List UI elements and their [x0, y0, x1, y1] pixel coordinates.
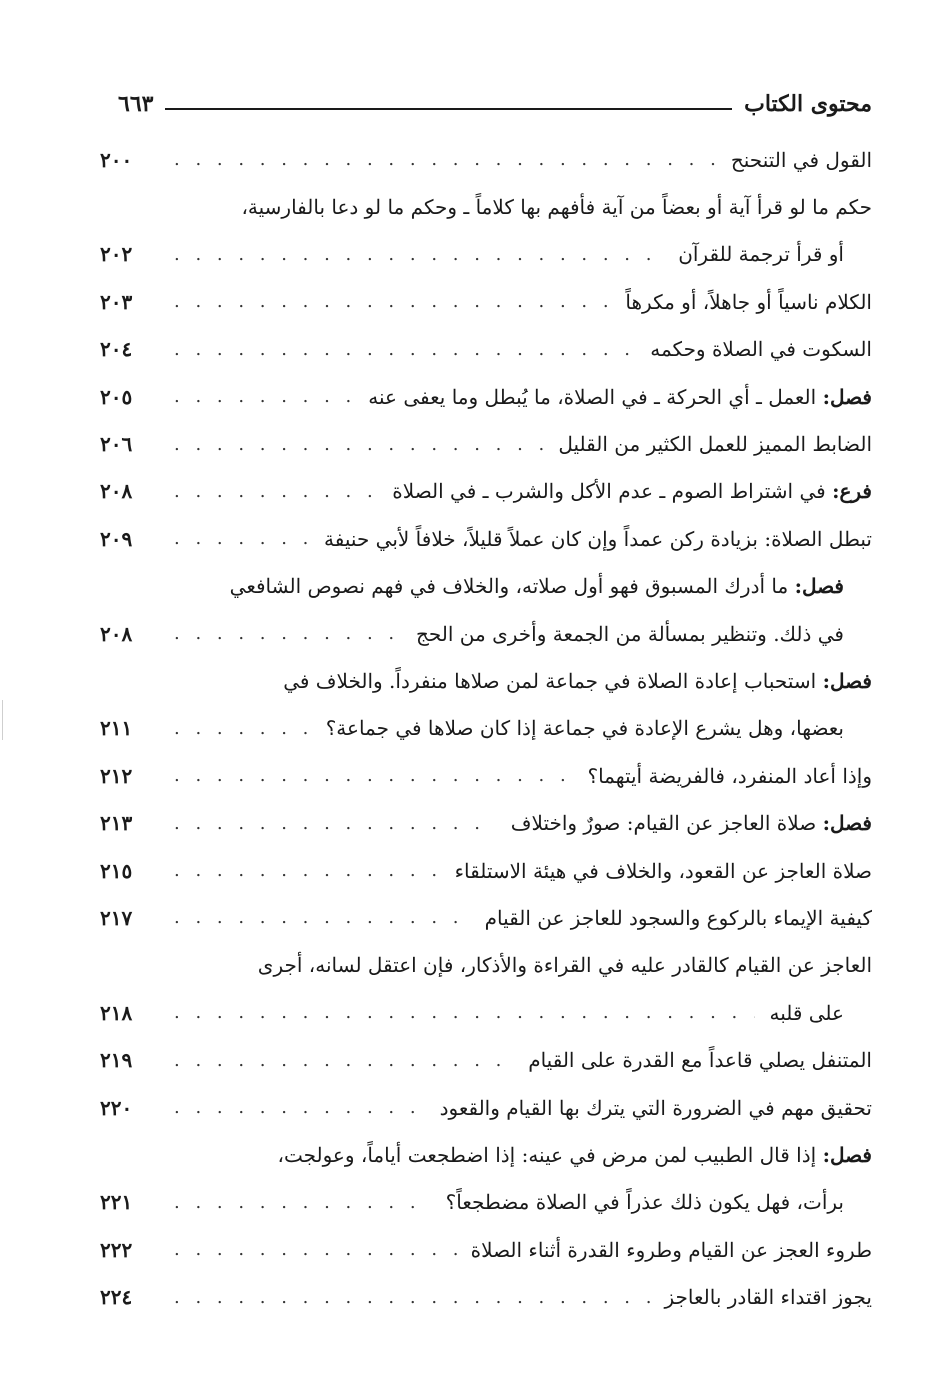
- toc-page-number: ٢١٧: [100, 905, 133, 930]
- toc-entry-text: [558, 432, 872, 456]
- toc-line: [100, 1084, 872, 1131]
- toc-entry-title: المتنفل يصلي قاعداً مع القدرة على القيام: [528, 1048, 872, 1073]
- toc-entry-title: وإذا أعاد المنفرد، فالفريضة أيتهما؟: [587, 763, 872, 788]
- dot-leader: [174, 291, 611, 312]
- toc-line: [100, 1273, 872, 1320]
- toc-entry-title: العمل ـ أي الحركة ـ في الصلاة، ما يُبطل وما يعفى عنه: [368, 384, 817, 409]
- toc-entry-title: صلاة العاجز عن القعود، والخلاف في هيئة الاستلقاء: [454, 858, 872, 883]
- toc-line: [100, 705, 872, 752]
- toc-entry-title: تبطل الصلاة: بزيادة ركن عمداً وإن كان عملاً قليلاً، خلافاً لأبي حنيفة: [324, 526, 872, 551]
- toc-entry-title: يجوز اقتداء القادر بالعاجز: [664, 1285, 872, 1310]
- toc-entry-title: استحباب إعادة الصلاة في جماعة لمن صلاها منفرداً. والخلاف في: [283, 668, 817, 693]
- dot-leader: [174, 1002, 755, 1023]
- toc-line: [100, 136, 872, 183]
- toc-entry-label: فصل:: [822, 811, 872, 836]
- toc-page-number: ٢٠٣: [100, 289, 133, 314]
- toc-page-number: ٢٠٦: [100, 432, 133, 457]
- toc-entry-title: طروء العجز عن القيام وطروء القدرة أثناء الصلاة: [470, 1237, 872, 1262]
- toc-entry-text: [277, 1143, 872, 1167]
- toc-entry-text: [258, 953, 872, 977]
- toc-entry-text: [769, 1001, 844, 1025]
- toc-line: [100, 278, 872, 325]
- toc-entry-title: إذا قال الطبيب لمن مرض في عينه: إذا اضطجعت أياماً، وعولجت،: [277, 1142, 817, 1167]
- toc-entry-text: [446, 1190, 844, 1214]
- toc-entry-text: [471, 1238, 872, 1262]
- toc-entry-label: فصل:: [822, 668, 872, 693]
- toc-entry-title: الكلام ناسياً أو جاهلاً، أو مكرهاً: [625, 289, 872, 314]
- toc-entry-text: [392, 479, 872, 503]
- toc-line: [100, 183, 872, 230]
- toc-page-number: ٢١١: [100, 716, 133, 741]
- toc-entry-title: تحقيق مهم في الضرورة التي يترك بها القيام والقعود: [439, 1095, 872, 1120]
- toc-entry-title: ما أدرك المسبوق فهو أول صلاته، والخلاف في فهم نصوص الشافعي: [229, 574, 789, 599]
- toc-page-number: ٢٠٤: [100, 337, 133, 362]
- toc-page-number: ٢١٥: [100, 858, 133, 883]
- toc-line: [100, 989, 872, 1036]
- dot-leader: [174, 244, 664, 265]
- toc-entry-title: بعضها، وهل يشرع الإعادة في جماعة إذا كان صلاها في جماعة؟: [325, 716, 844, 741]
- toc-line: [100, 1036, 872, 1083]
- toc-line: [100, 420, 872, 467]
- dot-leader: [174, 1050, 514, 1071]
- toc-line: [100, 373, 872, 420]
- toc-entry-title: حكم ما لو قرأ آية أو بعضاً من آية فأفهم بها كلاماً ـ وحكم ما لو دعا بالفارسية،: [241, 195, 872, 220]
- toc-page-number: ٢١٣: [100, 811, 133, 836]
- toc-entry-text: [650, 337, 872, 361]
- toc-line: [100, 847, 872, 894]
- toc-line: [100, 563, 872, 610]
- toc-entry-title: على قلبه: [769, 1000, 844, 1025]
- toc-entry-text: [440, 1096, 872, 1120]
- page-gutter-mark: [2, 700, 3, 740]
- toc-entry-text: [368, 385, 872, 409]
- dot-leader: [174, 907, 471, 928]
- toc-entry-label: فرع:: [832, 479, 872, 504]
- dot-leader: [174, 386, 354, 407]
- toc-line: [100, 468, 872, 515]
- toc-page-number: ٢٢٤: [100, 1285, 133, 1310]
- toc-entry-text: [326, 716, 844, 740]
- dot-leader: [174, 718, 312, 739]
- dot-leader: [174, 813, 497, 834]
- toc-entry-title: برأت، فهل يكون ذلك عذراً في الصلاة مضطجعاً؟: [445, 1190, 844, 1215]
- dot-leader: [174, 1287, 651, 1308]
- toc-page-number: ٢١٩: [100, 1048, 133, 1073]
- header-rule: [165, 108, 732, 110]
- toc-line: [100, 1179, 872, 1226]
- toc-entry-text: [230, 574, 844, 598]
- toc-entry-text: [416, 622, 844, 646]
- dot-leader: [174, 1097, 426, 1118]
- toc-entry-label: فصل:: [794, 574, 844, 599]
- toc-page-number: ٢٢٠: [100, 1095, 133, 1120]
- toc-page-number: ٢٠٥: [100, 384, 133, 409]
- dot-leader: [174, 1239, 457, 1260]
- toc-entry-text: [283, 669, 872, 693]
- toc-line: [100, 326, 872, 373]
- toc-page-number: ٢١٢: [100, 763, 133, 788]
- toc-entry-title: العاجز عن القيام كالقادر عليه في القراءة والأذكار، فإن اعتقل لسانه، أجرى: [257, 953, 872, 978]
- toc-page-number: ٢٠٩: [100, 526, 133, 551]
- toc-entry-title: صلاة العاجز عن القيام: صورٌ واختلاف: [510, 811, 817, 836]
- toc-line: [100, 752, 872, 799]
- toc-entry-text: [241, 195, 872, 219]
- toc-entry-label: فصل:: [822, 1142, 872, 1167]
- toc-entry-text: [678, 242, 844, 266]
- dot-leader: [174, 860, 441, 881]
- toc-entry-label: فصل:: [822, 384, 872, 409]
- toc-entry-title: في ذلك. وتنظير بمسألة من الجمعة وأخرى من الحج: [415, 621, 844, 646]
- toc-page-number: ٢٠٨: [100, 479, 133, 504]
- dot-leader: [174, 528, 310, 549]
- toc-line: [100, 515, 872, 562]
- toc-entry-text: [731, 148, 872, 172]
- toc-line: [100, 799, 872, 846]
- toc-entry-text: [485, 906, 872, 930]
- toc-line: [100, 231, 872, 278]
- toc-line: [100, 657, 872, 704]
- toc-entry-title: أو قرأ ترجمة للقرآن: [678, 242, 844, 267]
- toc-entry-text: [587, 764, 872, 788]
- toc-line: [100, 1226, 872, 1273]
- dot-leader: [174, 339, 636, 360]
- toc-entry-text: [665, 1285, 872, 1309]
- toc-entry-title: السكوت في الصلاة وحكمه: [650, 337, 872, 362]
- toc-entry-text: [455, 859, 872, 883]
- dot-leader: [174, 149, 717, 170]
- dot-leader: [174, 623, 402, 644]
- toc-line: [100, 1131, 872, 1178]
- dot-leader: [174, 481, 378, 502]
- toc-entry-title: القول في التنحنح: [730, 147, 872, 172]
- toc-entry-text: [324, 527, 872, 551]
- toc-page-number: ٢٢٢: [100, 1237, 133, 1262]
- toc-entry-title: الضابط المميز للعمل الكثير من القليل: [558, 432, 872, 457]
- toc-page-number: ٢٠٠: [100, 147, 133, 172]
- toc-entry-text: [511, 811, 872, 835]
- dot-leader: [174, 765, 573, 786]
- toc-entry-text: [528, 1048, 872, 1072]
- toc-entry-title: كيفية الإيماء بالركوع والسجود للعاجز عن القيام: [484, 905, 872, 930]
- toc-line: [100, 894, 872, 941]
- toc-page-number: ٢٢١: [100, 1190, 133, 1215]
- toc-line: [100, 610, 872, 657]
- toc-entry-text: [625, 290, 872, 314]
- table-of-contents: [100, 136, 872, 1321]
- dot-leader: [174, 1192, 432, 1213]
- toc-page-number: ٢٠٨: [100, 621, 133, 646]
- dot-leader: [174, 434, 544, 455]
- toc-page-number: ٢١٨: [100, 1000, 133, 1025]
- toc-entry-title: في اشتراط الصوم ـ عدم الأكل والشرب ـ في الصلاة: [392, 479, 826, 504]
- running-header: [118, 84, 872, 124]
- toc-page-number: ٢٠٢: [100, 242, 133, 267]
- running-header-title: محتوى الكتاب: [744, 91, 872, 117]
- running-header-page-number: ٦٦٣: [118, 91, 154, 117]
- toc-line: [100, 942, 872, 989]
